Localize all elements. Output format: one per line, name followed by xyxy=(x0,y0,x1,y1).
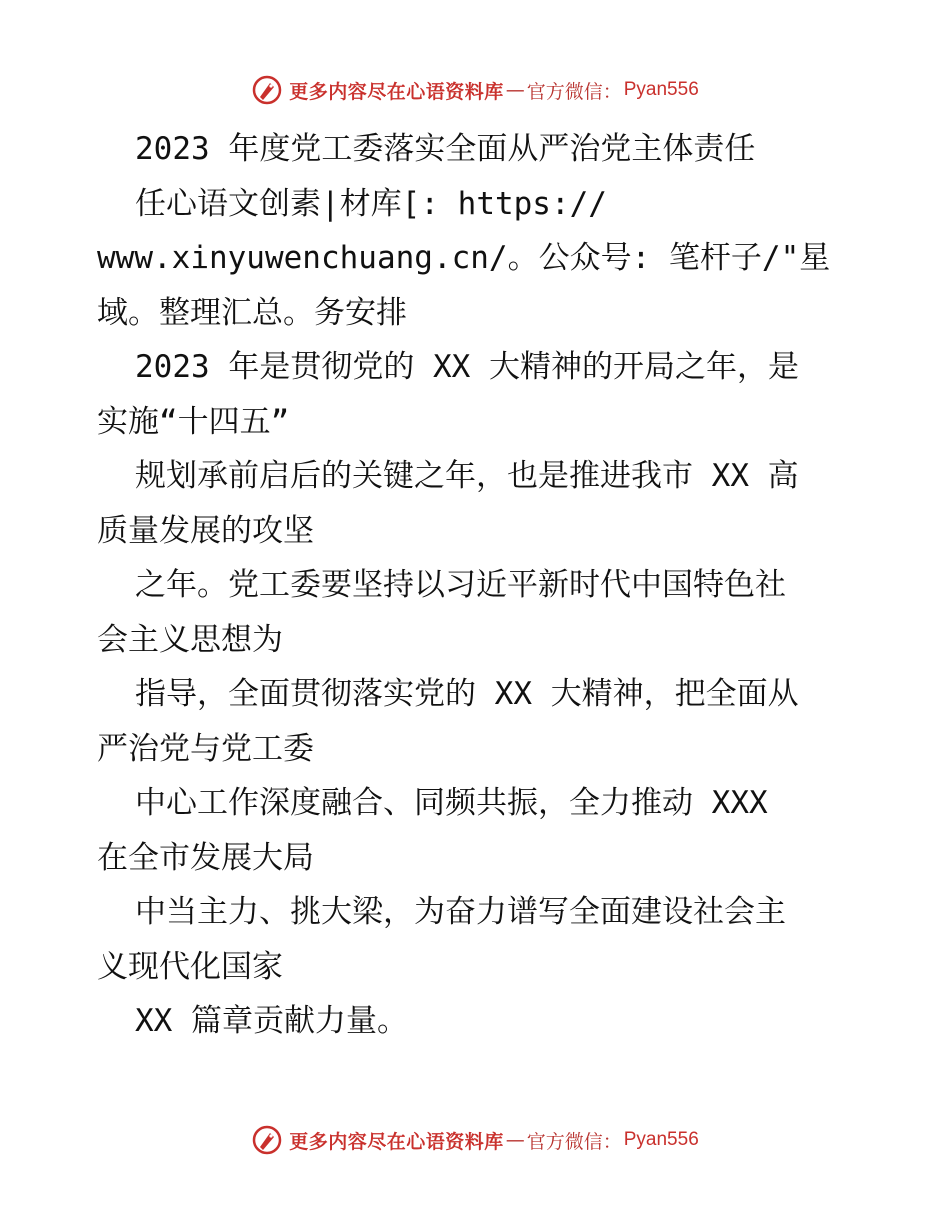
document-title-line-1: 2023 年度党工委落实全面从严治党主体责任 xyxy=(135,131,756,167)
paragraph-line: 质量发展的攻坚 xyxy=(97,512,314,549)
document-title-line-3: www.xinyuwenchuang.cn/。公众号: 笔杆子/"星 xyxy=(97,240,831,276)
watermark-wechat-id: Pyan556 xyxy=(623,1129,699,1150)
paragraph-line: XX 篇章贡献力量。 xyxy=(135,1003,408,1039)
watermark-sub-text: 官方微信： xyxy=(526,80,622,103)
document-title-line-2: 任心语文创素|材库[: https:// xyxy=(135,185,607,222)
watermark-dash: — xyxy=(505,79,525,101)
paragraph-line: 2023 年是贯彻党的 XX 大精神的开局之年，是 xyxy=(135,349,799,385)
document-body xyxy=(97,122,857,1049)
paragraph-line: 实施“十四五” xyxy=(97,403,290,440)
paragraph-line: 指导，全面贯彻落实党的 XX 大精神，把全面从 xyxy=(135,676,799,712)
watermark-main-text: 更多内容尽在心语资料库 xyxy=(289,80,504,103)
paragraph-line: 规划承前启后的关键之年，也是推进我市 XX 高 xyxy=(135,458,799,494)
pen-nib-icon xyxy=(251,74,283,106)
footer-watermark xyxy=(0,1120,950,1160)
paragraph-line: 严治党与党工委 xyxy=(97,730,314,767)
paragraph-line: 会主义思想为 xyxy=(97,621,283,658)
watermark-sub-text: 官方微信： xyxy=(526,1130,622,1153)
watermark-wechat-id: Pyan556 xyxy=(623,79,699,100)
paragraph-line: 义现代化国家 xyxy=(97,948,283,985)
header-watermark xyxy=(0,70,950,110)
document-title-line-4: 域。整理汇总。务安排 xyxy=(97,294,407,331)
paragraph-line: 中心工作深度融合、同频共振，全力推动 XXX xyxy=(135,785,768,821)
watermark-dash: — xyxy=(505,1129,525,1151)
pen-nib-icon xyxy=(251,1124,283,1156)
paragraph-line: 在全市发展大局 xyxy=(97,839,314,876)
paragraph-line: 之年。党工委要坚持以习近平新时代中国特色社 xyxy=(135,567,786,603)
paragraph-line: 中当主力、挑大梁，为奋力谱写全面建设社会主 xyxy=(135,894,786,930)
watermark-main-text: 更多内容尽在心语资料库 xyxy=(289,1130,504,1153)
